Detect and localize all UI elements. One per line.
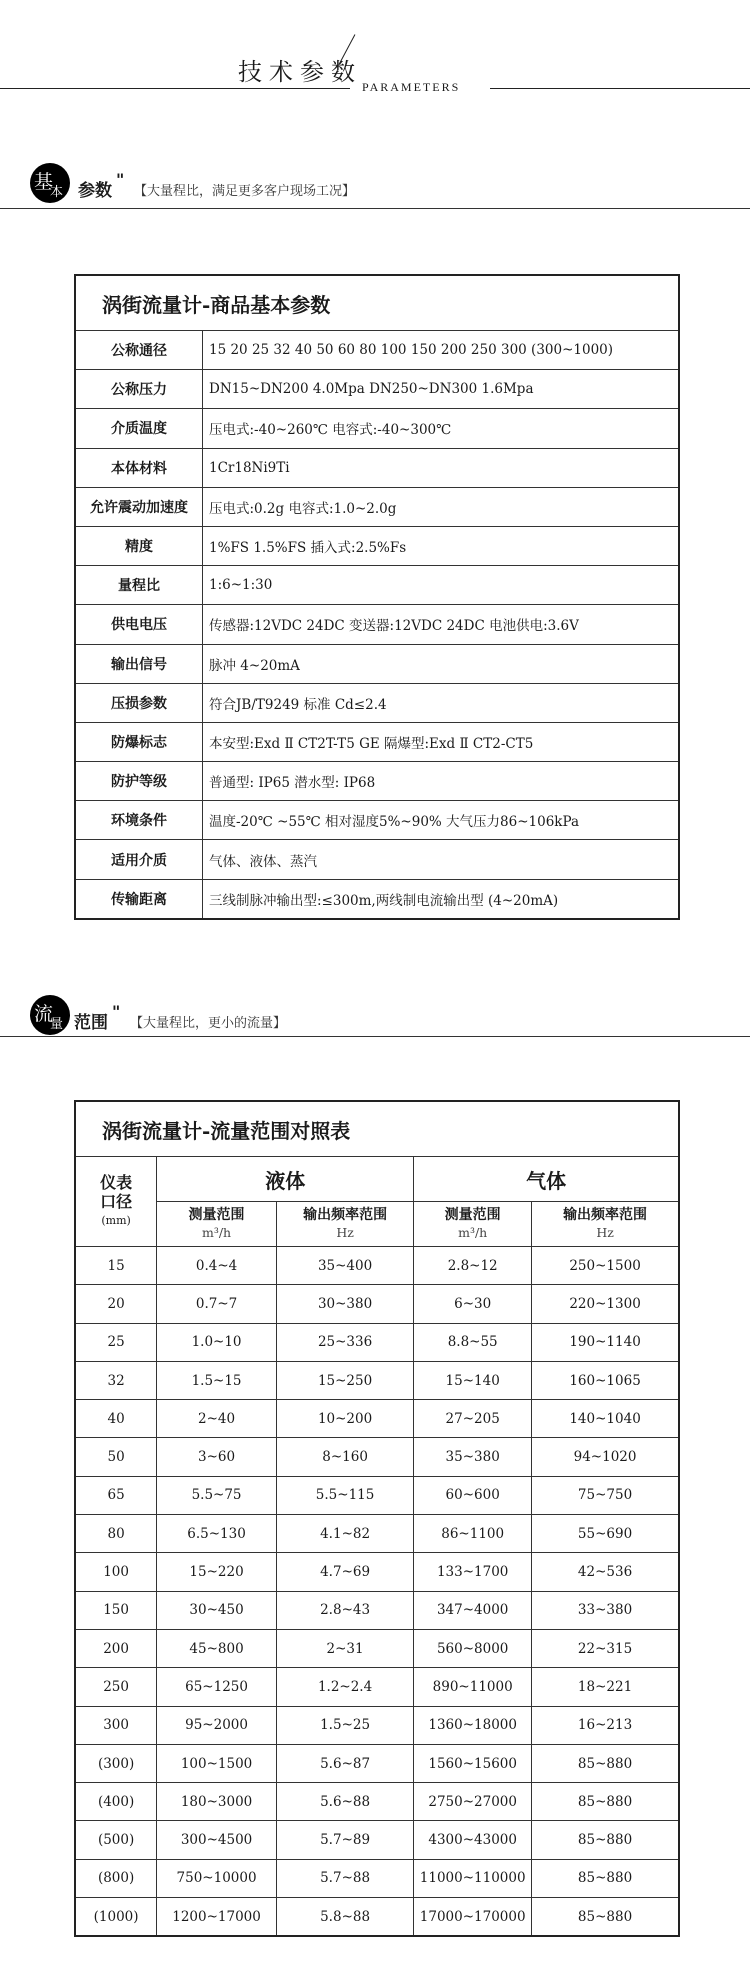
diameter-label: 口径 bbox=[100, 1192, 133, 1211]
liquid-freq-cell: 10~200 bbox=[276, 1400, 413, 1438]
gas-range-cell: 8.8~55 bbox=[414, 1323, 532, 1361]
liquid-freq-cell: 4.1~82 bbox=[276, 1515, 413, 1553]
table-row bbox=[75, 1629, 679, 1667]
gas-freq-cell: 18~221 bbox=[532, 1668, 679, 1706]
badge-char: 量 bbox=[50, 1017, 64, 1032]
gas-range-cell: 6~30 bbox=[414, 1285, 532, 1323]
section-quote-mark: " bbox=[116, 170, 125, 189]
param-value: 压电式:-40~260℃ 电容式:-40~300℃ bbox=[203, 409, 680, 448]
liquid-range-cell: 0.4~4 bbox=[157, 1247, 277, 1285]
diameter-cell: 32 bbox=[75, 1361, 157, 1399]
diameter-cell: (800) bbox=[75, 1859, 157, 1897]
gas-range-header bbox=[414, 1202, 532, 1247]
diameter-cell: 250 bbox=[75, 1668, 157, 1706]
gas-range-cell: 17000~170000 bbox=[414, 1898, 532, 1937]
table-row bbox=[75, 644, 679, 683]
gas-freq-cell: 250~1500 bbox=[532, 1247, 679, 1285]
gas-range-cell: 27~205 bbox=[414, 1400, 532, 1438]
diameter-cell: 200 bbox=[75, 1629, 157, 1667]
liquid-freq-cell: 5.6~87 bbox=[276, 1744, 413, 1782]
gas-freq-cell: 94~1020 bbox=[532, 1438, 679, 1476]
gas-freq-cell: 75~750 bbox=[532, 1476, 679, 1514]
header-rule-left bbox=[0, 88, 350, 89]
liquid-freq-cell: 15~250 bbox=[276, 1361, 413, 1399]
param-value: 1:6~1:30 bbox=[203, 566, 680, 605]
diameter-cell: 50 bbox=[75, 1438, 157, 1476]
liquid-range-cell: 45~800 bbox=[157, 1629, 277, 1667]
liquid-range-cell: 2~40 bbox=[157, 1400, 277, 1438]
gas-range-cell: 2.8~12 bbox=[414, 1247, 532, 1285]
param-label: 量程比 bbox=[75, 566, 203, 605]
gas-range-cell: 86~1100 bbox=[414, 1515, 532, 1553]
diameter-cell: 100 bbox=[75, 1553, 157, 1591]
gas-range-cell: 60~600 bbox=[414, 1476, 532, 1514]
param-value: 脉冲 4~20mA bbox=[203, 644, 680, 683]
param-value: 符合JB/T9249 标准 Cd≤2.4 bbox=[203, 683, 680, 722]
diameter-cell: (500) bbox=[75, 1821, 157, 1859]
param-value: 1%FS 1.5%FS 插入式:2.5%Fs bbox=[203, 526, 680, 565]
gas-freq-cell: 42~536 bbox=[532, 1553, 679, 1591]
diameter-cell: 15 bbox=[75, 1247, 157, 1285]
badge-char: 流 bbox=[34, 1003, 54, 1025]
liquid-freq-cell: 2~31 bbox=[276, 1629, 413, 1667]
param-label: 本体材料 bbox=[75, 448, 203, 487]
liquid-range-cell: 1.0~10 bbox=[157, 1323, 277, 1361]
gas-range-cell: 35~380 bbox=[414, 1438, 532, 1476]
param-value: 温度-20℃ ~55℃ 相对湿度5%~90% 大气压力86~106kPa bbox=[203, 801, 680, 840]
table-row bbox=[75, 1744, 679, 1782]
col-unit: Hz bbox=[596, 1225, 614, 1240]
table-row bbox=[75, 1400, 679, 1438]
col-label: 输出频率范围 bbox=[303, 1207, 388, 1223]
diameter-cell: (1000) bbox=[75, 1898, 157, 1937]
gas-freq-cell: 220~1300 bbox=[532, 1285, 679, 1323]
param-value: 本安型:Exd Ⅱ CT2T-T5 GE 隔爆型:Exd Ⅱ CT2-CT5 bbox=[203, 722, 680, 761]
liquid-freq-cell: 5.5~115 bbox=[276, 1476, 413, 1514]
param-label: 传输距离 bbox=[75, 879, 203, 919]
gas-freq-cell: 85~880 bbox=[532, 1821, 679, 1859]
diameter-cell: (300) bbox=[75, 1744, 157, 1782]
liquid-freq-cell: 25~336 bbox=[276, 1323, 413, 1361]
col-label: 输出频率范围 bbox=[563, 1207, 648, 1223]
gas-freq-cell: 16~213 bbox=[532, 1706, 679, 1744]
liquid-freq-header bbox=[276, 1202, 413, 1247]
section-note-flow: 【大量程比，更小的流量】 bbox=[130, 1016, 287, 1031]
param-label: 介质温度 bbox=[75, 409, 203, 448]
param-label: 适用介质 bbox=[75, 840, 203, 879]
gas-range-cell: 11000~110000 bbox=[414, 1859, 532, 1897]
liquid-range-cell: 15~220 bbox=[157, 1553, 277, 1591]
param-value: 气体、液体、蒸汽 bbox=[203, 840, 680, 879]
gas-range-cell: 1560~15600 bbox=[414, 1744, 532, 1782]
table-row bbox=[75, 840, 679, 879]
page-subtitle: PARAMETERS bbox=[362, 80, 461, 94]
liquid-freq-cell: 5.6~88 bbox=[276, 1783, 413, 1821]
table-row bbox=[75, 1898, 679, 1937]
liquid-range-cell: 95~2000 bbox=[157, 1706, 277, 1744]
table-row bbox=[75, 605, 679, 644]
param-label: 公称压力 bbox=[75, 370, 203, 409]
liquid-range-cell: 750~10000 bbox=[157, 1859, 277, 1897]
liquid-range-cell: 100~1500 bbox=[157, 1744, 277, 1782]
gas-freq-header bbox=[532, 1202, 679, 1247]
liquid-range-cell: 5.5~75 bbox=[157, 1476, 277, 1514]
table-row bbox=[75, 1438, 679, 1476]
diameter-cell: 20 bbox=[75, 1285, 157, 1323]
gas-range-cell: 2750~27000 bbox=[414, 1783, 532, 1821]
diameter-cell: 80 bbox=[75, 1515, 157, 1553]
liquid-header: 液体 bbox=[157, 1157, 414, 1202]
param-label: 输出信号 bbox=[75, 644, 203, 683]
badge-char: 本 bbox=[50, 185, 64, 200]
diameter-cell: 150 bbox=[75, 1591, 157, 1629]
param-label: 环境条件 bbox=[75, 801, 203, 840]
liquid-freq-cell: 8~160 bbox=[276, 1438, 413, 1476]
table-row bbox=[75, 1668, 679, 1706]
gas-freq-cell: 33~380 bbox=[532, 1591, 679, 1629]
col-unit: m³/h bbox=[201, 1225, 232, 1240]
table-title: 涡街流量计-流量范围对照表 bbox=[75, 1101, 679, 1157]
table-row bbox=[75, 1591, 679, 1629]
liquid-freq-cell: 1.2~2.4 bbox=[276, 1668, 413, 1706]
diameter-cell: 65 bbox=[75, 1476, 157, 1514]
liquid-range-cell: 180~3000 bbox=[157, 1783, 277, 1821]
section-title-basic: 参数 bbox=[78, 181, 112, 201]
param-value: 压电式:0.2g 电容式:1.0~2.0g bbox=[203, 487, 680, 526]
header-rule-right bbox=[490, 88, 750, 89]
section-quote-mark: " bbox=[112, 1002, 121, 1021]
table-row bbox=[75, 370, 679, 409]
gas-freq-cell: 85~880 bbox=[532, 1859, 679, 1897]
table-row bbox=[75, 722, 679, 761]
gas-range-cell: 133~1700 bbox=[414, 1553, 532, 1591]
param-value: 1Cr18Ni9Ti bbox=[203, 448, 680, 487]
table-row bbox=[75, 448, 679, 487]
liquid-freq-cell: 35~400 bbox=[276, 1247, 413, 1285]
table-row bbox=[75, 1323, 679, 1361]
section-note-basic: 【大量程比，满足更多客户现场工况】 bbox=[134, 184, 356, 199]
param-value: 传感器:12VDC 24DC 变送器:12VDC 24DC 电池供电:3.6V bbox=[203, 605, 680, 644]
section-rule bbox=[0, 208, 750, 209]
diameter-cell: 300 bbox=[75, 1706, 157, 1744]
liquid-freq-cell: 5.7~89 bbox=[276, 1821, 413, 1859]
param-label: 公称通径 bbox=[75, 331, 203, 370]
gas-freq-cell: 55~690 bbox=[532, 1515, 679, 1553]
gas-freq-cell: 85~880 bbox=[532, 1783, 679, 1821]
table-row bbox=[75, 683, 679, 722]
col-label: 测量范围 bbox=[444, 1207, 501, 1223]
liquid-freq-cell: 1.5~25 bbox=[276, 1706, 413, 1744]
table-row bbox=[75, 487, 679, 526]
diameter-cell: 40 bbox=[75, 1400, 157, 1438]
badge-char: 基 bbox=[34, 171, 54, 193]
diameter-header bbox=[75, 1157, 157, 1247]
gas-range-cell: 4300~43000 bbox=[414, 1821, 532, 1859]
liquid-range-cell: 1200~17000 bbox=[157, 1898, 277, 1937]
diameter-unit: (mm) bbox=[101, 1214, 131, 1227]
gas-range-cell: 347~4000 bbox=[414, 1591, 532, 1629]
liquid-range-cell: 1.5~15 bbox=[157, 1361, 277, 1399]
liquid-range-cell: 65~1250 bbox=[157, 1668, 277, 1706]
table-row bbox=[75, 1553, 679, 1591]
liquid-freq-cell: 5.8~88 bbox=[276, 1898, 413, 1937]
diameter-label: 仪表 bbox=[100, 1173, 133, 1192]
col-unit: Hz bbox=[336, 1225, 354, 1240]
liquid-range-cell: 6.5~130 bbox=[157, 1515, 277, 1553]
param-value: 三线制脉冲输出型:≤300m,两线制电流输出型 (4~20mA) bbox=[203, 879, 680, 919]
liquid-range-header bbox=[157, 1202, 277, 1247]
table-row bbox=[75, 1247, 679, 1285]
gas-range-cell: 1360~18000 bbox=[414, 1706, 532, 1744]
liquid-freq-cell: 30~380 bbox=[276, 1285, 413, 1323]
table-row bbox=[75, 409, 679, 448]
table-row bbox=[75, 526, 679, 565]
param-label: 压损参数 bbox=[75, 683, 203, 722]
table-row bbox=[75, 1515, 679, 1553]
gas-freq-cell: 160~1065 bbox=[532, 1361, 679, 1399]
table-title: 涡街流量计-商品基本参数 bbox=[75, 275, 679, 331]
section-title-flow: 范围 bbox=[74, 1013, 108, 1033]
liquid-range-cell: 0.7~7 bbox=[157, 1285, 277, 1323]
liquid-freq-cell: 2.8~43 bbox=[276, 1591, 413, 1629]
page-title: 技术参数 bbox=[238, 58, 362, 86]
gas-freq-cell: 85~880 bbox=[532, 1898, 679, 1937]
gas-freq-cell: 190~1140 bbox=[532, 1323, 679, 1361]
diameter-cell: 25 bbox=[75, 1323, 157, 1361]
param-label: 防护等级 bbox=[75, 762, 203, 801]
section-rule bbox=[0, 1036, 750, 1037]
param-label: 允许震动加速度 bbox=[75, 487, 203, 526]
gas-freq-cell: 22~315 bbox=[532, 1629, 679, 1667]
table-row bbox=[75, 1361, 679, 1399]
param-label: 供电电压 bbox=[75, 605, 203, 644]
gas-freq-cell: 85~880 bbox=[532, 1744, 679, 1782]
param-value: 普通型: IP65 潜水型: IP68 bbox=[203, 762, 680, 801]
section-badge-basic bbox=[30, 163, 70, 203]
table-row bbox=[75, 1476, 679, 1514]
table-row bbox=[75, 1783, 679, 1821]
gas-range-cell: 15~140 bbox=[414, 1361, 532, 1399]
diameter-cell: (400) bbox=[75, 1783, 157, 1821]
liquid-range-cell: 3~60 bbox=[157, 1438, 277, 1476]
flow-range-table bbox=[74, 1100, 680, 1937]
table-row bbox=[75, 331, 679, 370]
table-row bbox=[75, 762, 679, 801]
table-row bbox=[75, 879, 679, 919]
gas-range-cell: 560~8000 bbox=[414, 1629, 532, 1667]
table-row bbox=[75, 1285, 679, 1323]
table-row bbox=[75, 1706, 679, 1744]
col-unit: m³/h bbox=[458, 1225, 488, 1240]
table-row bbox=[75, 1821, 679, 1859]
table-row bbox=[75, 566, 679, 605]
liquid-freq-cell: 4.7~69 bbox=[276, 1553, 413, 1591]
col-label: 测量范围 bbox=[188, 1207, 245, 1223]
liquid-range-cell: 30~450 bbox=[157, 1591, 277, 1629]
table-row bbox=[75, 1859, 679, 1897]
param-value: DN15~DN200 4.0Mpa DN250~DN300 1.6Mpa bbox=[203, 370, 680, 409]
liquid-freq-cell: 5.7~88 bbox=[276, 1859, 413, 1897]
param-label: 精度 bbox=[75, 526, 203, 565]
basic-params-table bbox=[74, 274, 680, 920]
gas-header: 气体 bbox=[414, 1157, 679, 1202]
param-label: 防爆标志 bbox=[75, 722, 203, 761]
gas-freq-cell: 140~1040 bbox=[532, 1400, 679, 1438]
section-badge-flow bbox=[30, 995, 70, 1035]
liquid-range-cell: 300~4500 bbox=[157, 1821, 277, 1859]
param-value: 15 20 25 32 40 50 60 80 100 150 200 250 300 (300~1000) bbox=[203, 331, 680, 370]
table-row bbox=[75, 801, 679, 840]
gas-range-cell: 890~11000 bbox=[414, 1668, 532, 1706]
